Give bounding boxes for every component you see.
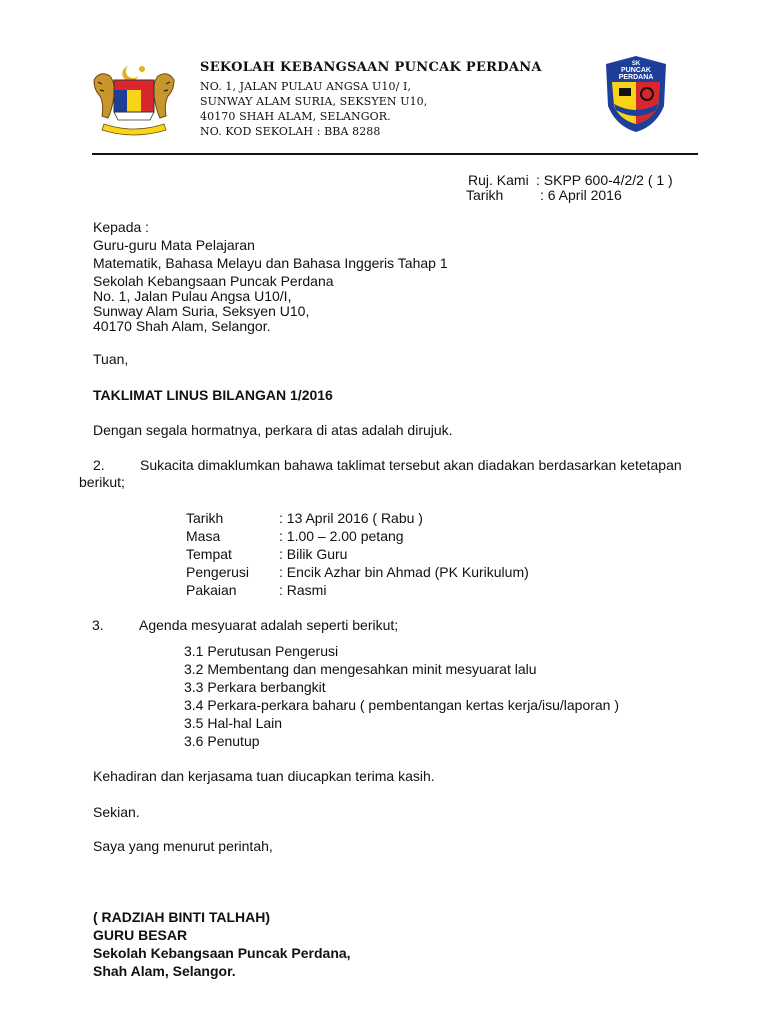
letterhead-divider — [92, 153, 698, 155]
address-line-2: SUNWAY ALAM SURIA, SEKSYEN U10, — [200, 95, 428, 108]
paragraph-2-number: 2. — [93, 457, 105, 473]
recipient-line: Sekolah Kebangsaan Puncak Perdana — [93, 273, 334, 289]
recipient-line: No. 1, Jalan Pulau Angsa U10/I, — [93, 288, 292, 304]
recipient-line: 40170 Shah Alam, Selangor. — [93, 318, 271, 334]
recipient-line: Kepada : — [93, 219, 150, 235]
logo-text-puncak: PUNCAK — [621, 67, 651, 74]
detail-value: : Rasmi — [279, 582, 327, 598]
detail-label: Tarikh — [186, 510, 224, 526]
signatory-name: ( RADZIAH BINTI TALHAH) — [93, 909, 271, 925]
agenda-item: 3.6 Penutup — [184, 733, 260, 749]
recipient-line: Sunway Alam Suria, Seksyen U10, — [93, 303, 310, 319]
detail-label: Masa — [186, 528, 221, 544]
date-label: Tarikh — [466, 187, 504, 203]
ruj-label: Ruj. Kami — [468, 172, 529, 188]
date-value: : 6 April 2016 — [540, 187, 622, 203]
detail-value: : Encik Azhar bin Ahmad (PK Kurikulum) — [279, 564, 529, 580]
agenda-item: 3.2 Membentang dan mengesahkan minit mesyuarat lalu — [184, 661, 537, 677]
paragraph-3-number: 3. — [92, 617, 104, 633]
signatory-org: Sekolah Kebangsaan Puncak Perdana, — [93, 945, 351, 961]
logo-text-perdana: PERDANA — [618, 74, 654, 81]
logo-text-sk: SK — [631, 61, 641, 67]
address-line-1: NO. 1, JALAN PULAU ANGSA U10/ I, — [200, 80, 412, 93]
closing-perintah: Saya yang menurut perintah, — [93, 838, 273, 854]
closing-thanks: Kehadiran dan kerjasama tuan diucapkan terima kasih. — [93, 768, 435, 784]
detail-value: : Bilik Guru — [279, 546, 348, 562]
closing-sekian: Sekian. — [93, 804, 140, 820]
address-line-3: 40170 SHAH ALAM, SELANGOR. — [200, 110, 391, 123]
agenda-item: 3.5 Hal-hal Lain — [184, 715, 283, 731]
subject-heading: TAKLIMAT LINUS BILANGAN 1/2016 — [93, 387, 333, 403]
agenda-item: 3.3 Perkara berbangkit — [184, 679, 326, 695]
paragraph-1: Dengan segala hormatnya, perkara di atas adalah dirujuk. — [93, 422, 453, 438]
agenda-item: 3.1 Perutusan Pengerusi — [184, 643, 339, 659]
agenda-item: 3.4 Perkara-perkara baharu ( pembentangan kertas kerja/isu/laporan ) — [184, 697, 620, 713]
salutation: Tuan, — [93, 351, 129, 367]
detail-value: : 13 April 2016 ( Rabu ) — [279, 510, 423, 526]
paragraph-3-text: Agenda mesyuarat adalah seperti berikut; — [139, 617, 399, 633]
signatory-place: Shah Alam, Selangor. — [93, 963, 236, 979]
recipient-line: Guru-guru Mata Pelajaran — [93, 237, 255, 253]
signatory-title: GURU BESAR — [93, 927, 188, 943]
paragraph-2-line-1: Sukacita dimaklumkan bahawa taklimat tersebut akan diadakan berdasarkan ketetapan — [140, 457, 682, 473]
detail-value: : 1.00 – 2.00 petang — [279, 528, 404, 544]
detail-label: Pakaian — [186, 582, 237, 598]
ruj-value: : SKPP 600-4/2/2 ( 1 ) — [536, 172, 673, 188]
detail-label: Tempat — [186, 546, 232, 562]
detail-label: Pengerusi — [186, 564, 250, 580]
malaysia-coat-of-arms-icon — [90, 60, 178, 138]
school-logo-icon — [596, 54, 676, 134]
recipient-line: Matematik, Bahasa Melayu dan Bahasa Inggeris Tahap 1 — [93, 255, 448, 271]
school-code: NO. KOD SEKOLAH : BBA 8288 — [200, 125, 381, 138]
paragraph-2-line-2: berikut; — [79, 474, 125, 490]
school-name: SEKOLAH KEBANGSAAN PUNCAK PERDANA — [200, 60, 542, 75]
